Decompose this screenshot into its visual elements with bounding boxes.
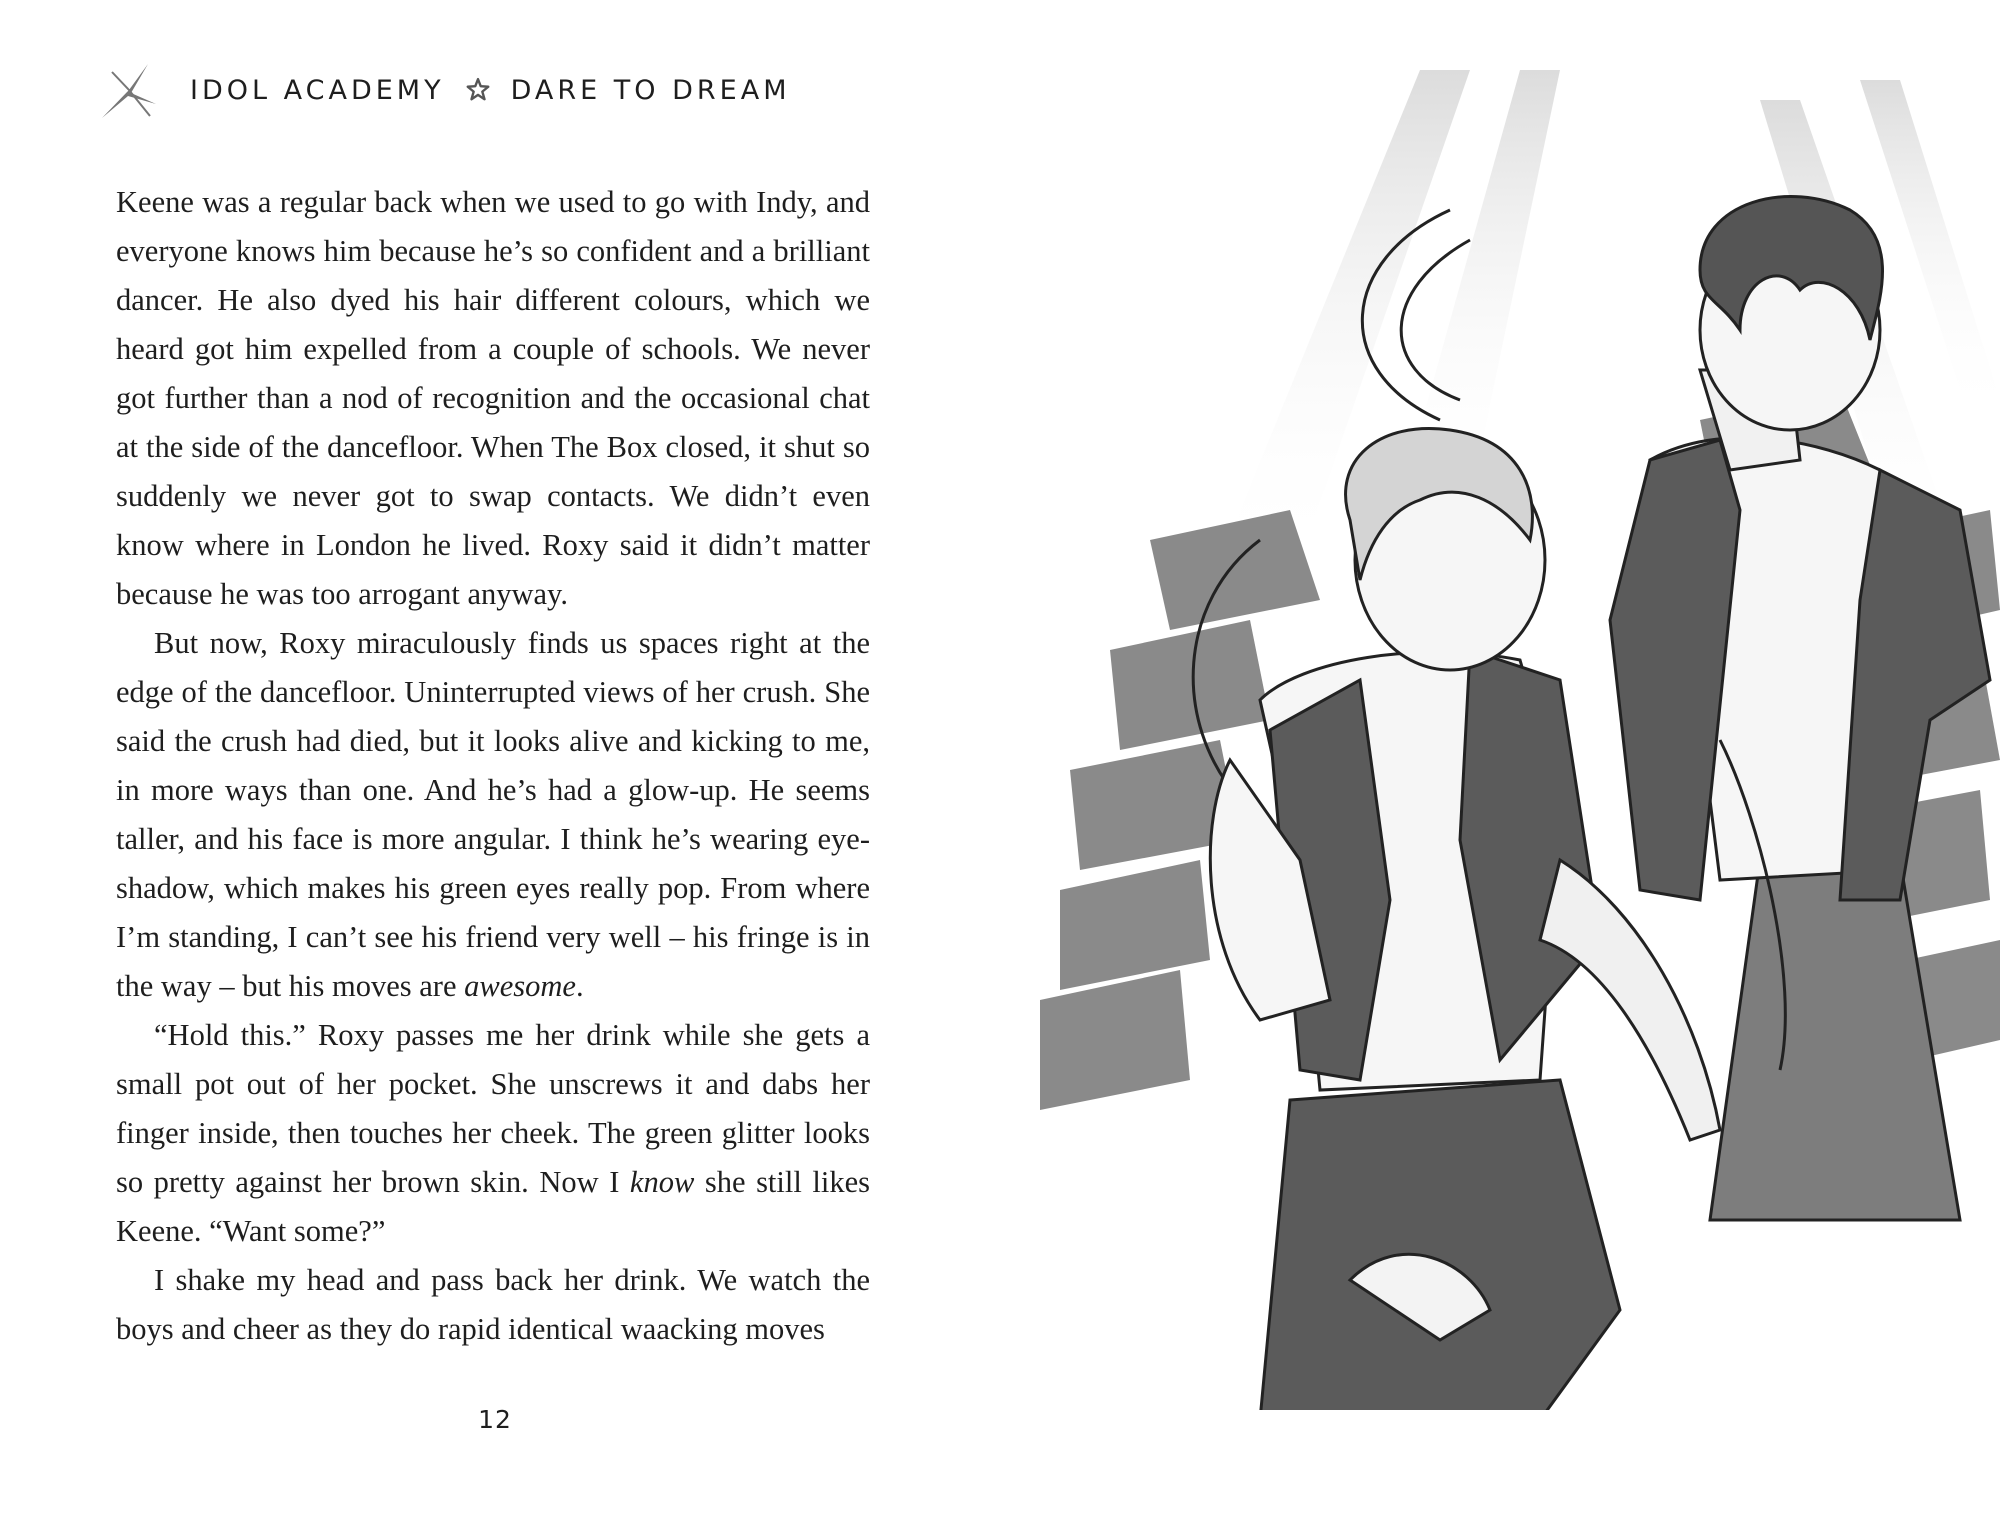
star-burst-icon [98,60,158,120]
emphasis-know: know [629,1165,695,1199]
running-header [98,60,791,120]
emphasis-awesome: awesome [464,969,576,1003]
star-outline-icon [465,77,491,103]
body-text [116,178,870,1354]
paragraph-3: “Hold this.” Roxy passes me her drink while she gets a small pot out of her pocket. She unscrews it and dabs her finger inside, then touches her cheek. The green glitter looks so pretty against her brown skin. Now I know she still likes Keene. “Want some?” [116,1018,870,1248]
book-title: DARE TO DREAM [510,74,791,106]
paragraph-2: But now, Roxy miraculously finds us spaces right at the edge of the dancefloor. Uninterrupted views of her crush. She said the crush had died, but it looks alive and kicking to me, in more ways than one. And he’s had a glow-up. He seems taller, and his face is more angular. I think he’s wearing eye-shadow, which makes his green eyes really pop. From where I’m standing, I can’t see his friend very well – his fringe is in the way – but his moves are awesome. [116,626,870,1003]
header-title [190,75,791,106]
paragraph-4: I shake my head and pass back her drink. We watch the boys and cheer as they do rapid identical waacking moves [116,1263,870,1346]
series-title: IDOL ACADEMY [190,74,445,106]
page-number: 12 [478,1405,512,1434]
dancers-illustration [1000,40,2000,1410]
paragraph-1: Keene was a regular back when we used to go with Indy, and everyone knows him because he’s so confident and a brilliant dancer. He also dyed his hair different colours, which we heard got him expelled from a couple of schools. We never got further than a nod of recognition and the occasional chat at the side of the dancefloor. When The Box closed, it shut so suddenly we never got to swap contacts. We didn’t even know where in London he lived. Roxy said it didn’t matter because he was too arrogant anyway. [116,185,870,611]
